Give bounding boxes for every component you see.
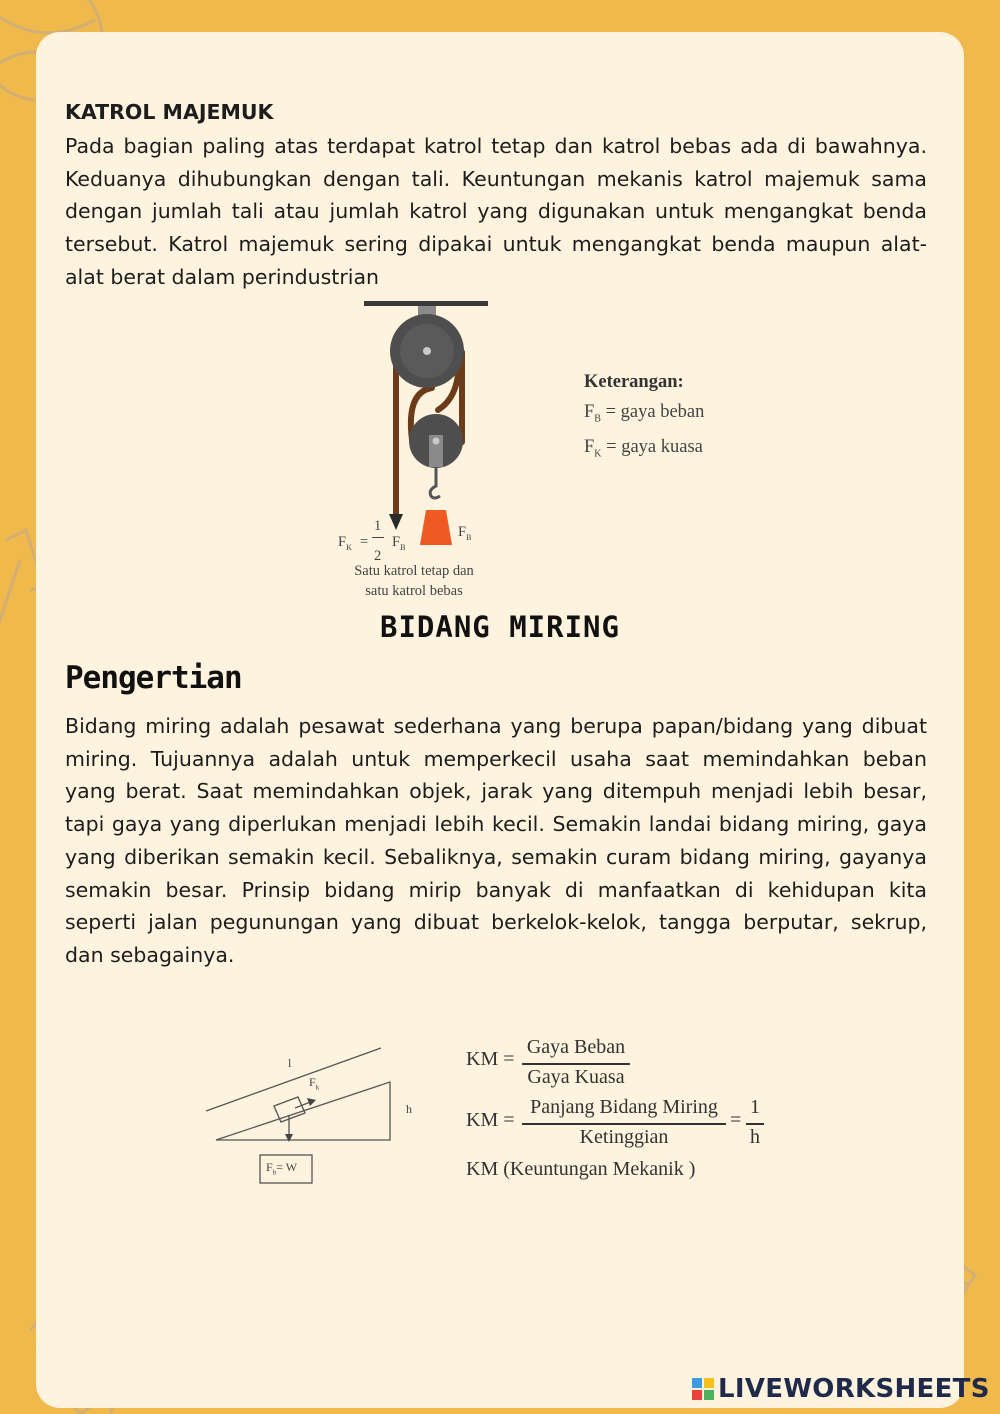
- km1-fraction-line: [522, 1063, 630, 1065]
- weight-label-symbol: F: [458, 524, 467, 540]
- label-fb: [266, 1160, 297, 1176]
- formula-numerator: 1: [374, 518, 382, 534]
- km-definition: KM (Keuntungan Mekanik ): [466, 1158, 696, 1180]
- label-fk-symbol: F: [309, 1075, 316, 1089]
- km2-numerator: Panjang Bidang Miring: [530, 1096, 718, 1118]
- km1-lhs: KM =: [466, 1048, 515, 1070]
- katrol-majemuk-paragraph: Pada bagian paling atas terdapat katrol tetap dan katrol bebas ada di bawahnya. Keduanya dihubungkan dengan tali. Keuntungan mekanis katrol majemuk sama dengan jumlah tali atau jumlah katrol yang digunakan untuk mengangkat benda tersebut. Katrol majemuk sering dipakai untuk mengangkat benda maupun alat-alat berat dalam perindustrian: [65, 134, 927, 289]
- legend-fk-definition: = gaya kuasa: [606, 437, 703, 457]
- km-formulas: [466, 1034, 796, 1194]
- formula-fk-symbol: F: [338, 534, 347, 550]
- fk-arrowhead-icon: [307, 1098, 316, 1106]
- legend-fk-symbol: F: [584, 437, 595, 457]
- km2-fraction-line: [522, 1123, 726, 1125]
- liveworksheets-logo-icon: [692, 1378, 714, 1400]
- km2-denominator: Ketinggian: [579, 1126, 669, 1148]
- label-fk-sub: k: [315, 1083, 320, 1092]
- km2-lhs: KM =: [466, 1109, 515, 1131]
- formula-fb-symbol: F: [392, 534, 401, 550]
- km2-right-denominator: h: [750, 1126, 760, 1148]
- pengertian-heading: Pengertian: [65, 660, 242, 696]
- formula-equals: =: [360, 534, 369, 550]
- label-fb-symbol: F: [266, 1160, 273, 1174]
- formula-denominator: 2: [374, 548, 382, 564]
- label-fb-eq: = W: [276, 1160, 298, 1174]
- km2-right-fraction-line: [746, 1123, 764, 1125]
- label-fk: [309, 1075, 319, 1091]
- legend-fb-sub: B: [594, 413, 601, 425]
- length-line: [206, 1048, 381, 1111]
- label-fb-sub: b: [272, 1168, 277, 1177]
- legend-title: Keterangan:: [584, 372, 684, 392]
- pulley-caption-line1: Satu katrol tetap dan: [354, 563, 474, 579]
- katrol-majemuk-heading: KATROL MAJEMUK: [65, 100, 274, 124]
- legend-fk-sub: K: [594, 448, 602, 460]
- legend-fb-symbol: F: [584, 402, 595, 422]
- incline-triangle: [216, 1082, 390, 1140]
- bidang-miring-paragraph: Bidang miring adalah pesawat sederhana yang berupa papan/bidang yang dibuat miring. Tujuannya adalah untuk memperkecil usaha saat memindahkan beban yang berat. Saat memindahkan objek, jarak yang ditempuh menjadi lebih besar, tapi gaya yang diperlukan menjadi lebih kecil. Semakin landai bidang miring, gaya yang diberikan semakin kecil. Sebaliknya, semakin curam bidang miring, gayanya semakin besar. Prinsip bidang mirip banyak di manfaatkan di kehidupan kita seperti jalan pegunungan yang dibuat berkelok-kelok, tangga berputar, sekrup, dan sebagainya.: [65, 714, 927, 967]
- formula-fk-sub: K: [346, 542, 352, 552]
- km2-right-numerator: 1: [750, 1096, 760, 1118]
- label-h: h: [406, 1102, 412, 1116]
- km1-numerator: Gaya Beban: [526, 1036, 626, 1058]
- formula-fb-sub: B: [400, 542, 406, 552]
- km1-denominator: Gaya Kuasa: [527, 1066, 625, 1088]
- km2-equals: =: [730, 1109, 742, 1131]
- legend-fb-definition: = gaya beban: [605, 402, 705, 422]
- fb-arrowhead-icon: [285, 1134, 293, 1142]
- label-l: l: [288, 1056, 292, 1070]
- bidang-miring-heading: BIDANG MIRING: [380, 610, 620, 644]
- weight-label-sub: B: [466, 532, 472, 542]
- pulley-caption-line2: satu katrol bebas: [365, 583, 463, 599]
- liveworksheets-brand: LIVEWORKSHEETS: [718, 1374, 990, 1404]
